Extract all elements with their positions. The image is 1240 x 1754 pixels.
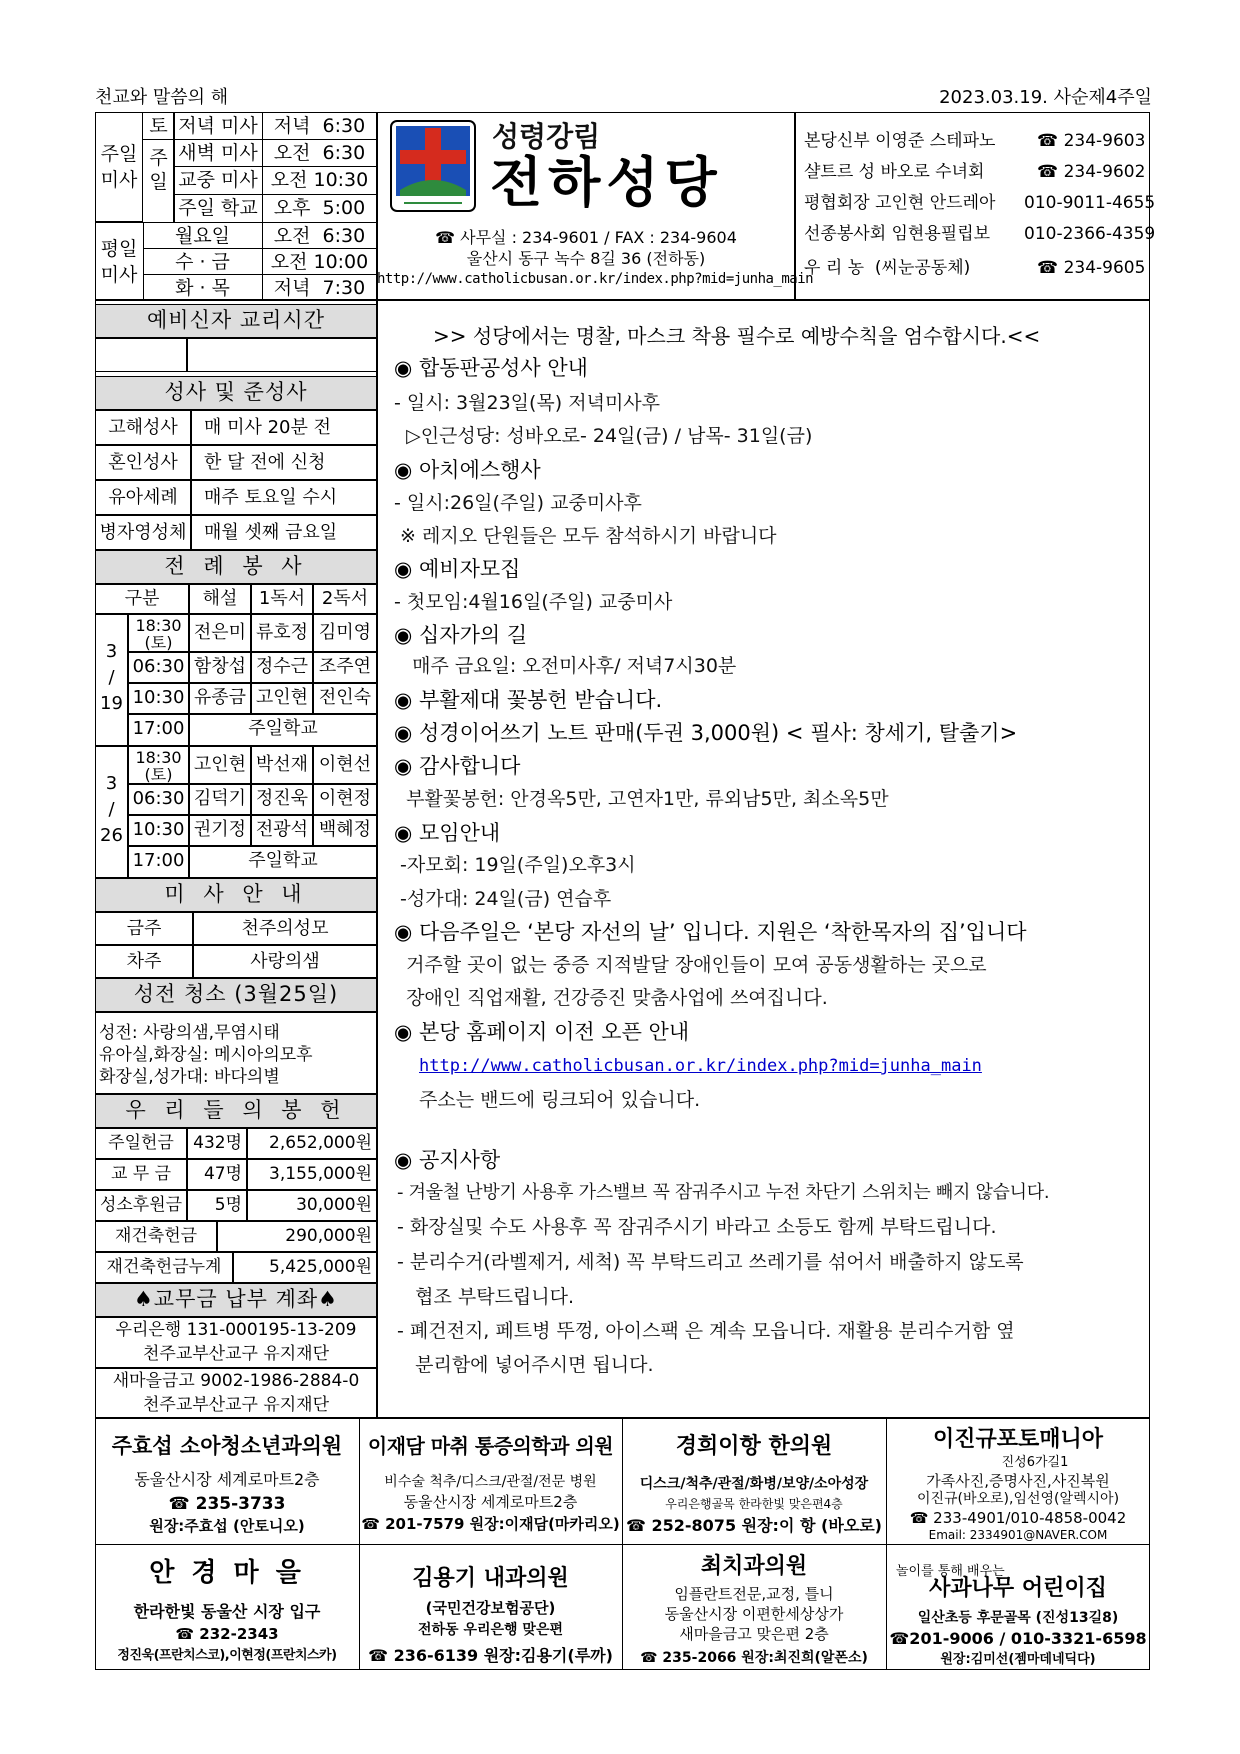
liturgy-person: 김미영 bbox=[313, 614, 377, 652]
cleaning-header: 성전 청소 (3월25일) bbox=[95, 978, 377, 1012]
liturgy-person: 함창섭 bbox=[189, 652, 251, 683]
ad-line: ☎201-9006 / 010-3321-6598 bbox=[889, 1629, 1147, 1648]
liturgy-person: 권기정 bbox=[189, 815, 251, 846]
liturgy-person: 이현정 bbox=[313, 784, 377, 815]
notice-line: 협조 부탁드립니다. bbox=[397, 1286, 575, 1308]
notice-line: - 첫모임:4월16일(주일) 교중미사 bbox=[394, 591, 673, 613]
account-line: 천주교부산교구 유지재단 bbox=[142, 1344, 330, 1364]
sacrament-value: 한 달 전에 신청 bbox=[191, 445, 377, 480]
church-logo-icon bbox=[390, 120, 476, 212]
ju-label: 주 일 bbox=[149, 147, 168, 193]
account-line: 천주교부산교구 유지재단 bbox=[142, 1395, 330, 1415]
offering-key: 주일헌금 bbox=[95, 1128, 187, 1159]
account-line: 우리은행 131-000195-13-209 bbox=[115, 1320, 357, 1340]
ad-line: (국민건강보험공단) bbox=[425, 1599, 556, 1617]
website-url[interactable]: http://www.catholicbusan.or.kr/index.php?mid=junha_main bbox=[377, 271, 814, 287]
account-header: ♠교무금 납부 계좌♠ bbox=[95, 1283, 377, 1317]
ad-title: 사과나무 어린이집 bbox=[929, 1576, 1107, 1601]
liturgy-person: 전은미 bbox=[189, 614, 251, 652]
liturgy-header: 전 례 봉 사 bbox=[95, 550, 377, 584]
ad-line: ☎ 201-7579 원장:이재담(마카리오) bbox=[361, 1515, 620, 1533]
sacrament-key: 병자영성체 bbox=[95, 515, 191, 550]
liturgy-person: 고인현 bbox=[189, 746, 251, 784]
liturgy-person: 고인현 bbox=[251, 683, 313, 714]
ad-line: Email: 2334901@NAVER.COM bbox=[928, 1528, 1108, 1542]
sacrament-key: 유아세례 bbox=[95, 480, 191, 515]
liturgy-person: 조주연 bbox=[313, 652, 377, 683]
notice-line: - 겨울철 난방기 사용후 가스밸브 꼭 잠궈주시고 누전 차단기 스위치는 빼지 않습니다. bbox=[397, 1182, 1050, 1203]
cleaning-line: 성전: 사랑의샘,무염시태 bbox=[99, 1023, 280, 1043]
ad-title: 최치과의원 bbox=[700, 1554, 808, 1579]
notice-line: 분리함에 넣어주시면 됩니다. bbox=[397, 1354, 654, 1376]
mass-time: 저녁 6:30 bbox=[273, 115, 366, 137]
liturgy-person: 유종금 bbox=[189, 683, 251, 714]
sacrament-value: 매월 셋째 금요일 bbox=[191, 515, 377, 550]
ad-line: ☎ 235-3733 bbox=[168, 1494, 286, 1514]
ad-title: 주효섭 소아청소년과의원 bbox=[111, 1434, 343, 1458]
notice-title: ◉ 성경이어쓰기 노트 판매(두권 3,000원) < 필사: 창세기, 탈출기> bbox=[394, 721, 1018, 745]
ad-title: 안 경 마 을 bbox=[149, 1558, 305, 1588]
ad-line: 원장:김미선(젬마데네딕다) bbox=[940, 1652, 1096, 1667]
contact-phone: ☎ 234-9603 bbox=[1037, 131, 1146, 151]
liturgy-time: 18:30 (토) bbox=[128, 746, 189, 784]
ad-line: 임플란트전문,교정, 틀니 bbox=[674, 1585, 834, 1603]
mass-guide-value: 사랑의샘 bbox=[193, 945, 377, 978]
offering-amount: 3,155,000원 bbox=[247, 1159, 377, 1190]
notice-line: - 일시:26일(주일) 교중미사후 bbox=[394, 492, 642, 514]
homepage-note: 주소는 밴드에 링크되어 있습니다. bbox=[419, 1089, 701, 1111]
ad-line: 전하동 우리은행 맞은편 bbox=[418, 1622, 563, 1638]
header-right: 2023.03.19. 사순제4주일 bbox=[939, 87, 1152, 108]
notice-line: - 화장실및 수도 사용후 꼭 잠궈주시기 바라고 소등도 함께 부탁드립니다. bbox=[397, 1216, 997, 1238]
day-sat: 토 bbox=[149, 115, 168, 137]
liturgy-time: 17:00 bbox=[128, 714, 189, 746]
mass-time: 오전 10:30 bbox=[270, 169, 369, 191]
liturgy-time: 06:30 bbox=[128, 784, 189, 815]
offering-count: 432명 bbox=[187, 1128, 247, 1159]
mass-name: 주일 학교 bbox=[178, 197, 258, 219]
ad-line: 동울산시장 세계로마트2층 bbox=[134, 1470, 320, 1489]
ad-line: 비수술 척추/디스크/관절/전문 병원 bbox=[384, 1474, 597, 1490]
ad-line: 새마을금고 맞은편 2층 bbox=[679, 1625, 829, 1643]
notice-line: ▷인근성당: 성바오로- 24일(금) / 남목- 31일(금) bbox=[394, 425, 813, 447]
contact-label: 선종봉사회 임현용필립보 bbox=[804, 224, 991, 244]
offering-key: 재건축헌금 bbox=[95, 1221, 217, 1252]
liturgy-person: 전광석 bbox=[251, 815, 313, 846]
contact-label: 샬트르 성 바오로 수녀회 bbox=[804, 162, 985, 182]
mass-guide-value: 천주의성모 bbox=[193, 912, 377, 945]
liturgy-span: 주일학교 bbox=[189, 714, 377, 746]
liturgy-time: 06:30 bbox=[128, 652, 189, 683]
sacraments-header: 성사 및 준성사 bbox=[95, 376, 377, 410]
homepage-link[interactable]: http://www.catholicbusan.or.kr/index.php?mid=junha_main bbox=[419, 1056, 982, 1076]
liturgy-person: 이현선 bbox=[313, 746, 377, 784]
mass-name: 교중 미사 bbox=[178, 169, 258, 191]
offering-amount: 30,000원 bbox=[247, 1190, 377, 1221]
mass-guide-key: 차주 bbox=[95, 945, 193, 978]
ad-line: 동울산시장 이편한세상상가 bbox=[664, 1605, 844, 1623]
notice-line: ※ 레지오 단원들은 모두 참석하시기 바랍니다 bbox=[394, 525, 777, 547]
offering-header: 우 리 들 의 봉 헌 bbox=[95, 1094, 377, 1128]
cleaning-line: 유아실,화장실: 메시아의모후 bbox=[99, 1045, 313, 1065]
weekday-time: 오전 6:30 bbox=[273, 225, 366, 247]
liturgy-time: 17:00 bbox=[128, 846, 189, 878]
ad-line: 이진규(바오로),임선영(알렉시아) bbox=[916, 1491, 1120, 1507]
ad-line: 동울산시장 세계로마트2층 bbox=[403, 1493, 578, 1511]
notice-title: ◉ 십자가의 길 bbox=[394, 623, 528, 647]
mass-guide-header: 미 사 안 내 bbox=[95, 878, 377, 912]
notice-line: -자모회: 19일(주일)오후3시 bbox=[394, 854, 636, 876]
liturgy-person: 정진욱 bbox=[251, 784, 313, 815]
sacrament-value: 매 미사 20분 전 bbox=[191, 410, 377, 445]
notice-title: ◉ 합동판공성사 안내 bbox=[394, 356, 588, 380]
ad-line: ☎ 236-6139 원장:김용기(루까) bbox=[368, 1646, 613, 1665]
liturgy-person: 박선재 bbox=[251, 746, 313, 784]
offering-key: 교 무 금 bbox=[95, 1159, 187, 1190]
notice-title: ◉ 공지사항 bbox=[394, 1148, 501, 1172]
liturgy-col: 구분 bbox=[95, 584, 189, 614]
ad-line: ☎ 235-2066 원장:최진희(알폰소) bbox=[640, 1650, 868, 1666]
catechumen-header: 예비신자 교리시간 bbox=[95, 304, 377, 338]
notice-line: 부활꽃봉헌: 안경옥5만, 고연자1만, 류외남5만, 최소옥5만 bbox=[394, 788, 889, 810]
sunday-mass-label: 주일 미사 bbox=[100, 143, 138, 191]
office-phone: ☎ 사무실 : 234-9601 / FAX : 234-9604 bbox=[435, 228, 737, 247]
offering-amount: 290,000원 bbox=[217, 1221, 377, 1252]
catechumen-cell bbox=[187, 338, 377, 372]
offering-count: 47명 bbox=[187, 1159, 247, 1190]
liturgy-person: 류호정 bbox=[251, 614, 313, 652]
notice-line: - 일시: 3월23일(목) 저녁미사후 bbox=[394, 392, 661, 414]
sacrament-key: 혼인성사 bbox=[95, 445, 191, 480]
ad-line: ☎ 232-2343 bbox=[175, 1625, 279, 1643]
notice-line: - 폐건전지, 페트병 뚜껑, 아이스팩 은 계속 모읍니다. 재활용 분리수거함 옆 bbox=[397, 1320, 1015, 1342]
weekday-time: 저녁 7:30 bbox=[273, 277, 366, 299]
offering-amount: 5,425,000원 bbox=[233, 1252, 377, 1283]
address: 울산시 동구 녹수 8길 36 (전하동) bbox=[466, 249, 706, 268]
liturgy-person: 김덕기 bbox=[189, 784, 251, 815]
ad-line: 놀이를 통해 배우는 bbox=[896, 1564, 1005, 1579]
mass-name: 저녁 미사 bbox=[178, 115, 258, 137]
header-left: 천교와 말씀의 해 bbox=[95, 87, 229, 108]
ad-line: 한라한빛 동울산 시장 입구 bbox=[133, 1602, 321, 1621]
notice-line: -성가대: 24일(금) 연습후 bbox=[394, 888, 612, 910]
logo-subtitle: 성령강림 bbox=[492, 120, 601, 153]
notice-title: ◉ 본당 홈페이지 이전 오픈 안내 bbox=[394, 1020, 690, 1044]
sacrament-value: 매주 토요일 수시 bbox=[191, 480, 377, 515]
ad-line: ☎ 233-4901/010-4858-0042 bbox=[909, 1509, 1127, 1527]
offering-key: 재건축헌금누계 bbox=[95, 1252, 233, 1283]
notice-banner: >> 성당에서는 명찰, 마스크 착용 필수로 예방수칙을 엄수합시다.<< bbox=[433, 324, 1041, 348]
notice-line: 장애인 직업재활, 건강증진 맞춤사업에 쓰여집니다. bbox=[394, 987, 828, 1009]
liturgy-col: 해설 bbox=[189, 584, 251, 614]
ad-line: 정진욱(프란치스코),이현정(프란치스카) bbox=[117, 1648, 337, 1663]
notice-title: ◉ 아치에스행사 bbox=[394, 458, 541, 482]
liturgy-span: 주일학교 bbox=[189, 846, 377, 878]
ad-line: 일산초등 후문골목 (진성13길8) bbox=[917, 1610, 1119, 1626]
liturgy-col: 1독서 bbox=[251, 584, 313, 614]
ad-title: 이재담 마취 통증의학과 의원 bbox=[367, 1434, 614, 1458]
weekday-time: 오전 10:00 bbox=[270, 251, 369, 273]
ad-title: 이진규포토매니아 bbox=[932, 1427, 1104, 1452]
mass-guide-key: 금주 bbox=[95, 912, 193, 945]
offering-amount: 2,652,000원 bbox=[247, 1128, 377, 1159]
contact-label: 평협회장 고인현 안드레아 bbox=[804, 193, 996, 213]
ad-line: 우리은행골목 한라한빛 맞은편4층 bbox=[665, 1497, 843, 1511]
ad-line: 진성6가길1 bbox=[1001, 1455, 1069, 1470]
logo-title: 전하성당 bbox=[490, 151, 723, 214]
ad-line: ☎ 252-8075 원장:이 항 (바오로) bbox=[626, 1516, 882, 1535]
contact-label: 본당신부 이영준 스테파노 bbox=[804, 131, 996, 151]
contact-phone: 010-9011-4655 bbox=[1024, 193, 1156, 213]
ad-title: 김용기 내과의원 bbox=[412, 1566, 569, 1591]
liturgy-person: 전인숙 bbox=[313, 683, 377, 714]
contact-phone: 010-2366-4359 bbox=[1024, 224, 1156, 244]
weekday-name: 수 · 금 bbox=[175, 251, 230, 273]
weekday-name: 월요일 bbox=[174, 225, 231, 247]
liturgy-time: 10:30 bbox=[128, 815, 189, 846]
account-line: 새마을금고 9002-1986-2884-0 bbox=[112, 1371, 360, 1391]
notice-line: - 분리수거(라벨제거, 세척) 꼭 부탁드리고 쓰레기를 섞어서 배출하지 않도록 bbox=[397, 1251, 1024, 1273]
notice-title: ◉ 예비자모집 bbox=[394, 557, 521, 581]
contact-phone: ☎ 234-9605 bbox=[1037, 258, 1146, 278]
liturgy-date: 3 / 19 bbox=[95, 614, 128, 746]
ad-line: 원장:주효섭 (안토니오) bbox=[149, 1517, 305, 1535]
sacrament-key: 고해성사 bbox=[95, 410, 191, 445]
notice-line: 매주 금요일: 오전미사후/ 저녁7시30분 bbox=[394, 655, 737, 677]
cleaning-line: 화장실,성가대: 바다의별 bbox=[99, 1067, 280, 1087]
notice-title: ◉ 부활제대 꽃봉헌 받습니다. bbox=[394, 688, 663, 712]
offering-count: 5명 bbox=[187, 1190, 247, 1221]
catechumen-cell bbox=[95, 338, 187, 372]
ad-line: 가족사진,증명사진,사진복원 bbox=[926, 1472, 1110, 1490]
notice-title: ◉ 모임안내 bbox=[394, 821, 501, 845]
contact-phone: ☎ 234-9602 bbox=[1037, 162, 1146, 182]
mass-time: 오후 5:00 bbox=[273, 197, 366, 219]
offering-key: 성소후원금 bbox=[95, 1190, 187, 1221]
ad-line: 디스크/척추/관절/화병/보양/소아성장 bbox=[639, 1476, 869, 1492]
notice-line: 거주할 곳이 없는 중증 지적발달 장애인들이 모여 공동생활하는 곳으로 bbox=[394, 954, 987, 976]
liturgy-time: 10:30 bbox=[128, 683, 189, 714]
liturgy-date: 3 / 26 bbox=[95, 746, 128, 878]
weekday-name: 화 · 목 bbox=[175, 277, 230, 299]
contact-label: 우 리 농 (씨눈공동체) bbox=[804, 258, 971, 278]
ad-title: 경희이항 한의원 bbox=[675, 1434, 833, 1459]
notice-title: ◉ 감사합니다 bbox=[394, 754, 521, 778]
liturgy-person: 백혜정 bbox=[313, 815, 377, 846]
weekday-mass-label: 평일 미사 bbox=[100, 238, 138, 286]
liturgy-person: 정수근 bbox=[251, 652, 313, 683]
liturgy-col: 2독서 bbox=[313, 584, 377, 614]
mass-name: 새벽 미사 bbox=[178, 142, 258, 164]
notice-title: ◉ 다음주일은 ‘본당 자선의 날’ 입니다. 지원은 ‘착한목자의 집’입니다 bbox=[394, 920, 1027, 944]
mass-time: 오전 6:30 bbox=[273, 142, 366, 164]
liturgy-time: 18:30 (토) bbox=[128, 614, 189, 652]
